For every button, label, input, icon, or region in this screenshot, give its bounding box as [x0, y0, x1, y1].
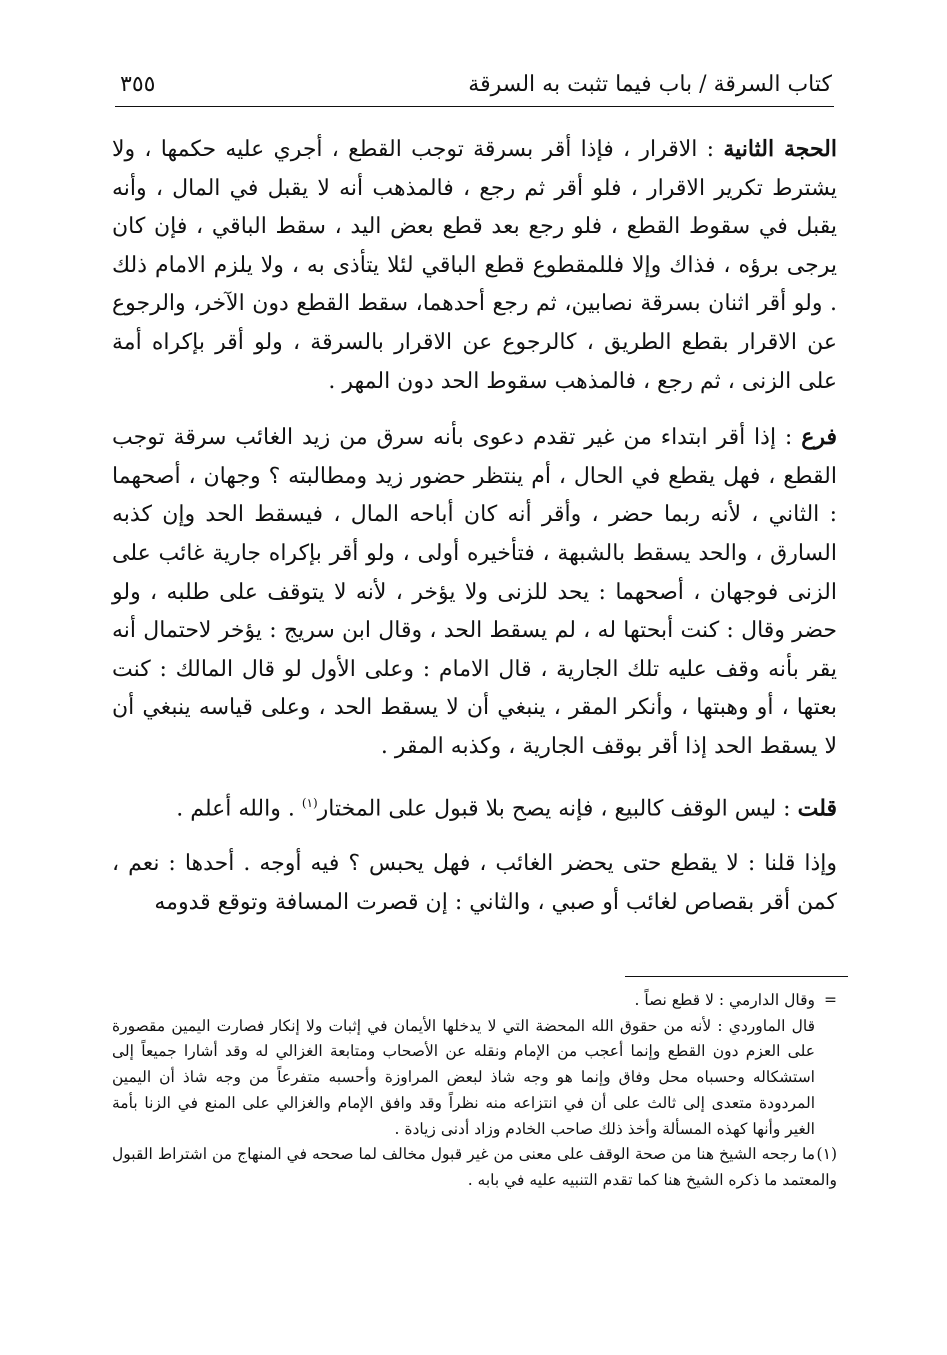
footnote-text: وقال الدارمي : لا قطع نصاً .: [634, 991, 815, 1009]
paragraph-note: [112, 784, 837, 829]
paragraph-lead: فرع: [801, 424, 837, 451]
paragraph-detention: [112, 845, 837, 922]
footnote-mark: (١): [816, 1145, 837, 1164]
footnote-text: ما رجحه الشيخ هنا من صحة الوقف على معنى من غير قبول مخالف لما صححه في المنهاج من اشتراط القبول والمعتمد ما ذكره الشيخ هنا كما تقدم التنبيه عليه في بابه .: [112, 1145, 837, 1189]
chapter-title: كتاب السرقة / باب فيما تثبت به السرقة: [468, 72, 832, 97]
paragraph-text: : إذا أقر ابتداء من غير تقدم دعوى بأنه سرق من زيد الغائب سرقة توجب القطع ، فهل يقطع في الحال ، أم ينتظر حضور زيد ومطالبته ؟ وجهان ، أصحهما : الثاني ، لأنه ربما حضر ، وأقر أنه كان أباحه المال ، فيسقط الحد وإن كذبه السارق ، والحد يسقط بالشبهة ، فتأخيره أولى ، ولو أقر بإكراه جارية غائب على الزنى فوجهان ، أصحهما : يحد للزنى ولا يؤخر ، لأنه لا يتوقف على طلبه ، ولو حضر وقال : كنت أبحتها له ، لم يسقط الحد ، وقال ابن سريج : يؤخر لاحتمال أنه يقر بأنه وقف عليه تلك الجارية ، قال الامام : وعلى الأول لو قال المالك : كنت بعتها ، أو وهبتها ، وأنكر المقر ، ينبغي أن لا يسقط الحد ، وعلى قياسه ينبغي أن لا يسقط الحد إذا أقر بوقف الجارية ، وكذبه المقر .: [112, 425, 837, 759]
footnote-continuation-first: [112, 988, 837, 1014]
footnote-1: [112, 1142, 837, 1193]
paragraph-text: : ليس الوقف كالبيع ، فإنه يصح بلا قبول على المختار: [317, 795, 798, 821]
main-text: [112, 130, 837, 923]
header-rule: [115, 106, 834, 107]
paragraph-text: وإذا قلنا : لا يقطع حتى يحضر الغائب ، فهل يحبس ؟ فيه أوجه . أحدها : نعم ، كمن أقر بقصاص لغائب أو صبي ، والثاني : إن قصرت المسافة وتوقع قدومه: [112, 851, 837, 916]
footnote-continuation-body: قال الماوردي : لأنه من حقوق الله المحضة التي لا يدخلها الأيمان في إثبات ولا إنكار فصارت اليمين مقصورة على العزم دون القطع وإنما أعجب من الإمام ونقله عن الأصحاب ومتابعة الغزالي له وقد أشارا جميعاً إلى استشكاله وحسباه محل وفاق وإنما هو وجه شاذ لبعض المراوزة وأحسبه متفرعاً من وجه شاذ أن اليمين المردودة متعدى إلى ثالث على أن في انتزاعه منه نظراً وقد وافق الإمام والغزالي على المنع في الزنا بأمة الغير وأنها كهذه المسألة وأخذ ذلك صاحب الخادم وزاد أدنى زيادة .: [112, 1016, 815, 1138]
paragraph-lead: قلت: [797, 794, 837, 821]
page-number: ٣٥٥: [120, 72, 156, 97]
paragraph-text-after: . والله أعلم .: [176, 795, 302, 821]
paragraph-lead: الحجة الثانية: [723, 136, 837, 162]
footnotes: [112, 988, 837, 1194]
paragraph-text: : الاقرار ، فإذا أقر بسرقة توجب القطع ، أجري عليه حكمها ، ولا يشترط تكرير الاقرار ، فلو أقر ثم رجع ، فالمذهب أنه لا يقبل في المال ، وأنه يقبل في سقوط القطع ، فلو رجع بعد قطع بعض اليد ، سقط الباقي ، فإن كان يرجى برؤه ، فذاك وإلا فللمقطوع قطع الباقي لئلا يتأذى به ، ولا يلزم الامام ذلك . ولو أقر اثنان بسرقة نصابين، ثم رجع أحدهما، سقط القطع دون الآخر، والرجوع عن الاقرار بقطع الطريق ، كالرجوع عن الاقرار بالسرقة ، ولو أقر بإكراه أمة على الزنى ، ثم رجع ، فالمذهب سقوط الحد دون المهر .: [112, 137, 837, 394]
footnote-separator: [625, 976, 848, 977]
footnote-reference[interactable]: (١): [301, 795, 318, 810]
paragraph-second-proof: [112, 130, 837, 401]
continuation-mark: =: [824, 991, 837, 1009]
running-header: [120, 68, 832, 108]
paragraph-branch: [112, 418, 837, 766]
